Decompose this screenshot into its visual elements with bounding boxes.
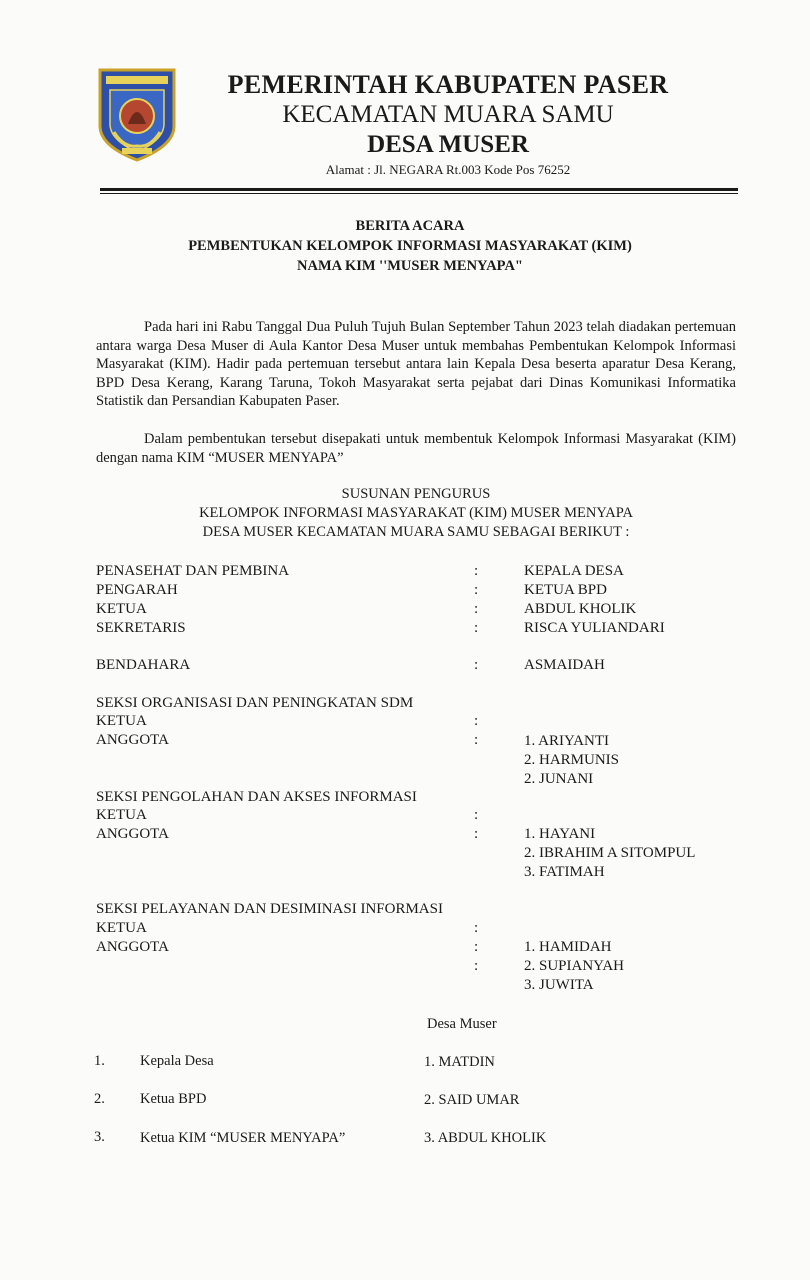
officer-value-ketua: ABDUL KHOLIK [524,601,637,617]
member-item: 3. JUWITA [524,977,594,993]
section-title-pengolahan: SEKSI PENGOLAHAN DAN AKSES INFORMASI [96,789,417,805]
section-ketua-label: KETUA [96,920,147,936]
officer-value-sekretaris: RISCA YULIANDARI [524,620,665,636]
letterhead-divider [100,188,738,191]
structure-heading: SUSUNAN PENGURUS [341,486,491,502]
officer-value-pengarah: KETUA BPD [524,582,607,598]
member-item: 1. ARIYANTI [524,733,609,749]
member-item: 2. SUPIANYAH [524,958,625,974]
officer-label-pengarah: PENGARAH [96,582,178,598]
section-anggota-label: ANGGOTA [96,826,169,842]
signature-number: 2. [94,1091,105,1107]
member-item: 2. HARMUNIS [524,752,620,768]
document-subtitle: PEMBENTUKAN KELOMPOK INFORMASI MASYARAKAT (KIM) [188,238,632,254]
signature-role: Ketua BPD [140,1091,207,1107]
letterhead-village: DESA MUSER [367,131,529,158]
section-title-pelayanan: SEKSI PELAYANAN DAN DESIMINASI INFORMASI [96,901,443,917]
section-title-organisasi: SEKSI ORGANISASI DAN PENINGKATAN SDM [96,695,414,711]
section-ketua-label: KETUA [96,807,147,823]
member-item: 1. HAMIDAH [524,939,612,955]
signature-name: 1. MATDIN [424,1054,495,1070]
member-item: 2. JUNANI [524,771,594,787]
colon: : [474,807,479,823]
colon: : [474,920,479,936]
signature-number: 1. [94,1053,105,1069]
officer-label-ketua: KETUA [96,601,147,617]
section-anggota-label: ANGGOTA [96,732,169,748]
letterhead-district: KECAMATAN MUARA SAMU [282,101,614,128]
colon: : [474,620,479,636]
section-anggota-label: ANGGOTA [96,939,169,955]
officer-label-penasehat: PENASEHAT DAN PEMBINA [96,563,290,579]
officer-value-penasehat: KEPALA DESA [524,563,624,579]
kim-name-title: NAMA KIM ''MUSER MENYAPA" [297,258,523,274]
colon: : [474,582,479,598]
structure-heading-kim: KELOMPOK INFORMASI MASYARAKAT (KIM) MUSER MENYAPA [199,505,633,521]
colon: : [474,958,479,974]
officer-value-bendahara: ASMAIDAH [524,657,605,673]
member-item: 1. HAYANI [524,826,596,842]
colon: : [474,563,479,579]
body-paragraph-2: Dalam pembentukan tersebut disepakati untuk membentuk Kelompok Informasi Masyarakat (KIM) dengan nama KIM “MUSER MENYAPA” [96,431,736,466]
colon: : [474,713,479,729]
signature-name: 3. ABDUL KHOLIK [424,1130,547,1146]
signature-number: 3. [94,1129,105,1145]
colon: : [474,657,479,673]
colon: : [474,826,479,842]
structure-heading-village: DESA MUSER KECAMATAN MUARA SAMU SEBAGAI BERIKUT : [202,524,630,540]
letterhead-government: PEMERINTAH KABUPATEN PASER [227,70,669,99]
body-paragraph-1: Pada hari ini Rabu Tanggal Dua Puluh Tujuh Bulan September Tahun 2023 telah diadakan pertemuan antara warga Desa Muser di Aula Kantor Desa Muser untuk membahas Pembentukan Kelompok Informasi Masyarakat (KIM). Hadir pada pertemuan tersebut antara lain Kepala Desa beserta aparatur Desa Kerang, BPD Desa Kerang, Karang Taruna, Tokoh Masyarakat serta pejabat dari Dinas Komunikasi Informatika Statistik dan Persandian Kabupaten Paser. [96,319,736,410]
member-item: 3. FATIMAH [524,864,605,880]
signature-place: Desa Muser [427,1016,497,1032]
colon: : [474,939,479,955]
letterhead-divider-thin [100,193,738,194]
signature-name: 2. SAID UMAR [424,1092,520,1108]
letterhead-address: Alamat : Jl. NEGARA Rt.003 Kode Pos 76252 [325,162,571,177]
member-item: 2. IBRAHIM A SITOMPUL [524,845,696,861]
officer-label-bendahara: BENDAHARA [96,657,191,673]
signature-role: Ketua KIM “MUSER MENYAPA” [140,1130,346,1146]
document-title: BERITA ACARA [355,218,465,234]
section-ketua-label: KETUA [96,713,147,729]
colon: : [474,732,479,748]
officer-label-sekretaris: SEKRETARIS [96,620,186,636]
signature-role: Kepala Desa [140,1053,214,1069]
colon: : [474,601,479,617]
